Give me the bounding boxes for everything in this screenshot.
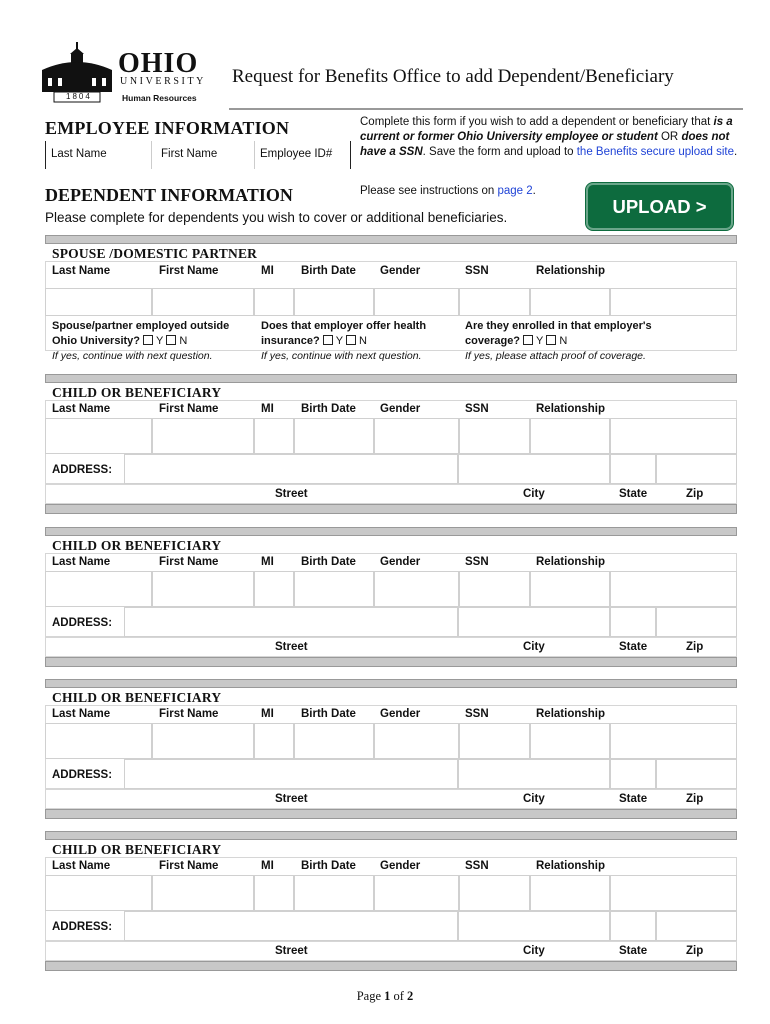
col-relationship: Relationship <box>536 860 606 872</box>
logo-university-text: UNIVERSITY <box>120 76 206 87</box>
insurance-yes-checkbox[interactable] <box>323 335 333 345</box>
state-caption: State <box>619 793 648 805</box>
city-field[interactable] <box>458 607 610 637</box>
col-first-name: First Name <box>159 860 219 872</box>
section-bar <box>45 527 737 536</box>
child-section-title: CHILD OR BENEFICIARY <box>52 385 222 400</box>
spouse-last-name-field[interactable] <box>45 288 152 316</box>
street-caption: Street <box>275 945 308 957</box>
col-ssn: SSN <box>465 403 489 415</box>
question-note: If yes, continue with next question. <box>261 350 422 362</box>
child-section-title: CHILD OR BENEFICIARY <box>52 538 222 553</box>
child-first-name-field[interactable] <box>152 418 254 454</box>
child-relationship-field[interactable] <box>530 571 610 607</box>
insurance-no-checkbox[interactable] <box>346 335 356 345</box>
yes-label: Y <box>156 335 164 347</box>
address-label: ADDRESS: <box>52 769 113 781</box>
spouse-first-name-field[interactable] <box>152 288 254 316</box>
coverage-no-checkbox[interactable] <box>546 335 556 345</box>
child-extra-field[interactable] <box>610 875 737 911</box>
col-birth-date: Birth Date <box>301 708 356 720</box>
employer-insurance-question <box>261 319 426 364</box>
instructions-text-part: OR <box>657 131 682 143</box>
street-field[interactable] <box>124 911 458 941</box>
child-last-name-field[interactable] <box>45 875 152 911</box>
logo-ohio-text: OHIO <box>118 48 199 79</box>
page-word: Page <box>356 989 381 1003</box>
spouse-relationship-field[interactable] <box>530 288 610 316</box>
col-ssn: SSN <box>465 556 489 568</box>
of-word: of <box>393 989 404 1003</box>
title-divider <box>229 108 743 110</box>
instructions-text <box>360 115 745 160</box>
no-label: N <box>179 335 188 347</box>
col-birth-date: Birth Date <box>301 403 356 415</box>
dependent-info-heading: DEPENDENT INFORMATION <box>45 185 293 205</box>
instructions-text-part: . <box>532 185 536 197</box>
child-mi-field[interactable] <box>254 571 294 607</box>
yes-label: Y <box>536 335 544 347</box>
instructions-emphasis: does not have a SSN <box>360 131 730 158</box>
section-bottom-bar <box>45 657 737 667</box>
question-text: Are they enrolled in that employer's <box>465 320 652 332</box>
question-text: Spouse/partner employed outside <box>52 320 230 332</box>
coverage-yes-checkbox[interactable] <box>523 335 533 345</box>
street-field[interactable] <box>124 454 458 484</box>
col-mi: MI <box>261 860 274 872</box>
city-field[interactable] <box>458 911 610 941</box>
state-field[interactable] <box>610 911 656 941</box>
col-relationship: Relationship <box>536 708 606 720</box>
zip-field[interactable] <box>656 607 737 637</box>
question-text: Does that employer offer health <box>261 320 427 332</box>
col-gender: Gender <box>380 708 421 720</box>
question-text: Ohio University? <box>52 335 141 347</box>
zip-caption: Zip <box>686 488 704 500</box>
spouse-birth-date-field[interactable] <box>294 288 374 316</box>
col-first-name: First Name <box>159 265 219 277</box>
col-relationship: Relationship <box>536 556 606 568</box>
section-bottom-bar <box>45 504 737 514</box>
child-first-name-field[interactable] <box>152 723 254 759</box>
column-divider <box>151 141 152 169</box>
page-2-link[interactable]: page 2 <box>497 185 533 197</box>
city-caption: City <box>523 641 545 653</box>
child-first-name-field[interactable] <box>152 571 254 607</box>
child-first-name-field[interactable] <box>152 875 254 911</box>
col-first-name: First Name <box>159 556 219 568</box>
col-ssn: SSN <box>465 708 489 720</box>
spouse-section <box>45 235 737 370</box>
child-section-title: CHILD OR BENEFICIARY <box>52 690 222 705</box>
yes-label: Y <box>335 335 344 347</box>
benefits-upload-link[interactable]: the Benefits secure upload site <box>576 146 735 158</box>
child-birth-date-field[interactable] <box>294 723 374 759</box>
zip-field[interactable] <box>656 911 737 941</box>
col-birth-date: Birth Date <box>301 860 356 872</box>
enrolled-coverage-question <box>465 319 652 364</box>
page-number <box>0 989 770 1004</box>
child-section-3 <box>45 679 737 829</box>
section-bottom-bar <box>45 961 737 971</box>
child-ssn-field[interactable] <box>459 418 530 454</box>
child-section-title: CHILD OR BENEFICIARY <box>52 842 222 857</box>
no-label: N <box>359 335 367 347</box>
zip-caption: Zip <box>686 793 704 805</box>
address-label: ADDRESS: <box>52 464 113 476</box>
logo-department-text: Human Resources <box>122 93 197 103</box>
city-caption: City <box>523 488 545 500</box>
instructions-text-part: Complete this form if you wish to add a dependent or beneficiary that <box>360 116 714 128</box>
employee-info-heading: EMPLOYEE INFORMATION <box>45 118 290 138</box>
section-bar <box>45 374 737 383</box>
child-section-2 <box>45 527 737 677</box>
street-field[interactable] <box>124 607 458 637</box>
col-first-name: First Name <box>159 708 219 720</box>
col-last-name: Last Name <box>52 556 111 568</box>
child-last-name-field[interactable] <box>45 571 152 607</box>
street-caption: Street <box>275 488 308 500</box>
instructions-text-part: . <box>734 146 738 158</box>
city-field[interactable] <box>458 759 610 789</box>
child-extra-field[interactable] <box>610 723 737 759</box>
child-ssn-field[interactable] <box>459 875 530 911</box>
child-birth-date-field[interactable] <box>294 571 374 607</box>
col-relationship: Relationship <box>536 265 606 277</box>
section-bar <box>45 235 737 244</box>
question-note: If yes, please attach proof of coverage. <box>465 350 646 362</box>
city-field[interactable] <box>458 454 610 484</box>
child-relationship-field[interactable] <box>530 418 610 454</box>
zip-field[interactable] <box>656 454 737 484</box>
child-mi-field[interactable] <box>254 723 294 759</box>
zip-field[interactable] <box>656 759 737 789</box>
page-title: Request for Benefits Office to add Dependent/Beneficiary <box>232 66 674 87</box>
col-birth-date: Birth Date <box>301 556 356 568</box>
instructions-text-part: . Save the form and upload to <box>422 146 577 158</box>
dependent-info-subtitle: Please complete for dependents you wish to cover or additional beneficiaries. <box>45 210 508 225</box>
instructions-emphasis: is a current or former Ohio University employee or student <box>360 116 733 143</box>
child-gender-field[interactable] <box>374 875 459 911</box>
spouse-ssn-field[interactable] <box>459 288 530 316</box>
child-birth-date-field[interactable] <box>294 875 374 911</box>
col-last-name: Last Name <box>52 403 111 415</box>
street-field[interactable] <box>124 759 458 789</box>
col-last-name: Last Name <box>52 708 111 720</box>
child-gender-field[interactable] <box>374 571 459 607</box>
col-gender: Gender <box>380 556 421 568</box>
column-divider <box>254 141 255 169</box>
section-bar <box>45 679 737 688</box>
spouse-gender-field[interactable] <box>374 288 459 316</box>
logo-year: 1804 <box>66 92 92 101</box>
child-ssn-field[interactable] <box>459 571 530 607</box>
child-last-name-field[interactable] <box>45 418 152 454</box>
child-relationship-field[interactable] <box>530 723 610 759</box>
question-note: If yes, continue with next question. <box>52 350 213 362</box>
col-gender: Gender <box>380 860 421 872</box>
col-gender: Gender <box>380 403 421 415</box>
employee-first-name-label: First Name <box>161 148 218 160</box>
employee-id-label: Employee ID# <box>260 148 333 160</box>
child-birth-date-field[interactable] <box>294 418 374 454</box>
city-caption: City <box>523 793 545 805</box>
no-label: N <box>559 335 568 347</box>
col-mi: MI <box>261 403 274 415</box>
child-section-1 <box>45 374 737 524</box>
zip-caption: Zip <box>686 945 704 957</box>
city-caption: City <box>523 945 545 957</box>
street-caption: Street <box>275 793 308 805</box>
state-caption: State <box>619 488 648 500</box>
col-gender: Gender <box>380 265 421 277</box>
col-first-name: First Name <box>159 403 219 415</box>
child-gender-field[interactable] <box>374 723 459 759</box>
state-field[interactable] <box>610 759 656 789</box>
question-text: insurance? <box>261 335 320 347</box>
state-field[interactable] <box>610 454 656 484</box>
current-page: 1 <box>384 989 391 1003</box>
employed-no-checkbox[interactable] <box>166 335 176 345</box>
col-mi: MI <box>261 708 274 720</box>
col-last-name: Last Name <box>52 265 111 277</box>
child-ssn-field[interactable] <box>459 723 530 759</box>
state-caption: State <box>619 945 648 957</box>
question-text: coverage? <box>465 335 521 347</box>
total-pages: 2 <box>407 989 414 1003</box>
employee-info-fields <box>45 141 351 169</box>
child-section-4 <box>45 831 737 981</box>
col-birth-date: Birth Date <box>301 265 356 277</box>
col-last-name: Last Name <box>52 860 111 872</box>
employed-yes-checkbox[interactable] <box>143 335 153 345</box>
page-2-instructions <box>360 185 536 197</box>
child-mi-field[interactable] <box>254 418 294 454</box>
spouse-employed-question <box>52 319 229 364</box>
col-ssn: SSN <box>465 860 489 872</box>
col-ssn: SSN <box>465 265 489 277</box>
child-mi-field[interactable] <box>254 875 294 911</box>
state-caption: State <box>619 641 648 653</box>
child-last-name-field[interactable] <box>45 723 152 759</box>
col-mi: MI <box>261 556 274 568</box>
col-mi: MI <box>261 265 274 277</box>
col-relationship: Relationship <box>536 403 606 415</box>
state-field[interactable] <box>610 607 656 637</box>
employee-last-name-label: Last Name <box>51 148 107 160</box>
zip-caption: Zip <box>686 641 704 653</box>
child-relationship-field[interactable] <box>530 875 610 911</box>
section-bar <box>45 831 737 840</box>
address-label: ADDRESS: <box>52 921 113 933</box>
spouse-mi-field[interactable] <box>254 288 294 316</box>
spouse-extra-field[interactable] <box>610 288 737 316</box>
child-extra-field[interactable] <box>610 418 737 454</box>
child-gender-field[interactable] <box>374 418 459 454</box>
spouse-section-title: SPOUSE /DOMESTIC PARTNER <box>52 246 258 261</box>
instructions-text-part: Please see instructions on <box>360 185 498 197</box>
child-extra-field[interactable] <box>610 571 737 607</box>
address-label: ADDRESS: <box>52 617 113 629</box>
upload-button[interactable]: UPLOAD > <box>586 183 733 230</box>
section-bottom-bar <box>45 809 737 819</box>
street-caption: Street <box>275 641 308 653</box>
